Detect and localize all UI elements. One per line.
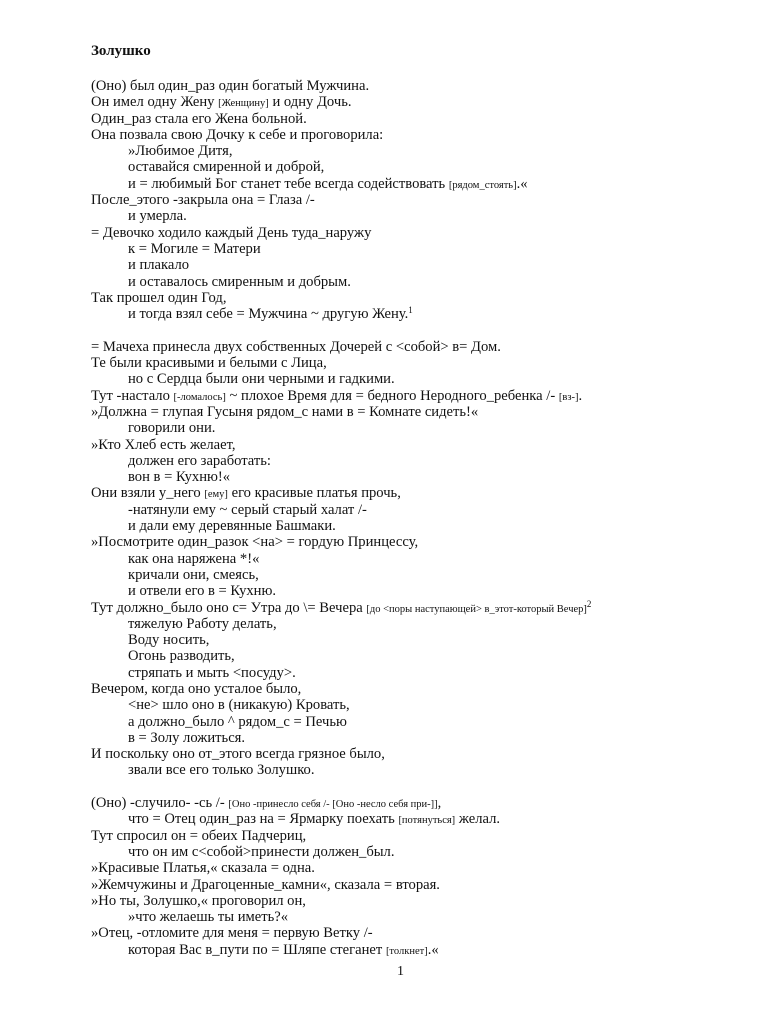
text-segment: Вечером, когда оно усталое было, bbox=[91, 680, 302, 697]
document-title: Золушко bbox=[91, 43, 151, 59]
footnote-marker: 2 bbox=[586, 598, 592, 609]
text-line bbox=[91, 567, 751, 583]
text-segment: которая Вас в_пути по = Шляпе стеганет bbox=[128, 941, 386, 958]
footnote-marker: 1 bbox=[408, 305, 413, 316]
text-line bbox=[91, 306, 751, 322]
text-segment: желал. bbox=[455, 811, 501, 828]
text-segment: а должно_было ^ рядом_с = Печью bbox=[128, 713, 347, 730]
text-segment: (Оно) был один_раз один богатый Мужчина. bbox=[91, 78, 370, 94]
text-line bbox=[91, 143, 751, 159]
text-line bbox=[91, 681, 751, 697]
text-segment: Он имел одну Жену bbox=[91, 94, 219, 111]
text-segment: к = Могиле = Матери bbox=[128, 240, 261, 257]
text-segment: что он им с<собой>принести должен_был. bbox=[128, 843, 395, 860]
text-line bbox=[91, 388, 751, 404]
text-line bbox=[91, 730, 751, 746]
text-segment: Так прошел один Год, bbox=[91, 289, 227, 306]
text-segment: и отвели его в = Кухню. bbox=[128, 583, 277, 600]
text-line bbox=[91, 534, 751, 550]
text-segment: Те были красивыми и белыми с Лица, bbox=[91, 355, 327, 372]
text-segment: вон в = Кухню!« bbox=[128, 469, 231, 486]
bracket-gloss: [вз-] bbox=[558, 391, 579, 403]
text-line bbox=[91, 909, 751, 925]
text-segment: и плакало bbox=[128, 257, 190, 274]
text-line bbox=[91, 78, 751, 94]
text-segment: и одну Дочь. bbox=[268, 94, 352, 111]
text-segment: »Но ты, Золушко,« проговорил он, bbox=[91, 892, 306, 909]
text-line bbox=[91, 697, 751, 713]
text-line bbox=[91, 192, 751, 208]
text-line bbox=[91, 159, 751, 175]
text-segment: »Красивые Платья,« сказала = одна. bbox=[91, 860, 315, 877]
bracket-gloss: [толкнет] bbox=[385, 945, 428, 957]
text-line bbox=[91, 469, 751, 485]
text-segment: Тут должно_было оно с= Утра до \= Вечера bbox=[91, 599, 367, 616]
text-segment: тяжелую Работу делать, bbox=[128, 615, 277, 632]
text-line bbox=[91, 290, 751, 306]
text-segment: »Должна = глупая Гусыня рядом_с нами в = Комнате сидеть!« bbox=[91, 403, 479, 420]
text-segment: Они взяли у_него bbox=[91, 485, 205, 502]
text-line bbox=[91, 127, 751, 143]
text-line bbox=[91, 502, 751, 518]
text-line bbox=[91, 371, 751, 387]
text-segment: Один_раз стала его Жена больной. bbox=[91, 110, 307, 127]
text-line bbox=[91, 762, 751, 778]
text-segment: что = Отец один_раз на = Ярмарку поехать bbox=[128, 811, 399, 828]
text-line bbox=[91, 844, 751, 860]
text-line bbox=[91, 355, 751, 371]
text-segment: и умерла. bbox=[128, 208, 187, 225]
page-number: 1 bbox=[397, 964, 404, 979]
text-line bbox=[91, 241, 751, 257]
text-segment: Воду носить, bbox=[128, 632, 210, 649]
text-line bbox=[91, 583, 751, 599]
document-body bbox=[91, 78, 751, 958]
bracket-gloss: [-ломалось] bbox=[173, 391, 226, 403]
text-line bbox=[91, 518, 751, 534]
text-segment: кричали они, смеясь, bbox=[128, 566, 259, 583]
text-line bbox=[91, 94, 751, 110]
text-segment: .« bbox=[427, 941, 439, 958]
text-line bbox=[91, 925, 751, 941]
text-segment: »что желаешь ты иметь?« bbox=[128, 909, 289, 926]
text-line bbox=[91, 485, 751, 501]
text-line bbox=[91, 208, 751, 224]
bracket-gloss: [ему] bbox=[204, 489, 228, 501]
text-segment: . bbox=[578, 387, 583, 404]
text-line bbox=[91, 795, 751, 811]
text-segment: говорили они. bbox=[128, 420, 216, 437]
text-segment: (Оно) -случило- -сь /- bbox=[91, 795, 229, 812]
blank-line bbox=[91, 322, 751, 338]
text-segment: -натянули ему ~ серый старый халат /- bbox=[128, 501, 367, 518]
text-line bbox=[91, 551, 751, 567]
bracket-gloss: [рядом_стоять] bbox=[448, 179, 517, 191]
text-segment: »Кто Хлеб есть желает, bbox=[91, 436, 236, 453]
text-line bbox=[91, 600, 751, 616]
text-segment: как она наряжена *!« bbox=[128, 550, 260, 567]
text-segment: »Жемчужины и Драгоценные_камни«, сказала = вторая. bbox=[91, 876, 440, 893]
text-segment: Огонь разводить, bbox=[128, 648, 235, 665]
text-segment: <не> шло оно в (никакую) Кровать, bbox=[128, 697, 350, 714]
text-line bbox=[91, 453, 751, 469]
text-line bbox=[91, 111, 751, 127]
text-line bbox=[91, 339, 751, 355]
text-segment: и тогда взял себе = Мужчина ~ другую Жену. bbox=[128, 306, 409, 323]
text-line bbox=[91, 274, 751, 290]
text-segment: »Любимое Дитя, bbox=[128, 143, 233, 160]
text-segment: »Отец, -отломите для меня = первую Ветку /- bbox=[91, 925, 373, 942]
text-segment: стряпать и мыть <посуду>. bbox=[128, 664, 296, 681]
text-line bbox=[91, 176, 751, 192]
text-line bbox=[91, 257, 751, 273]
text-segment: его красивые платья прочь, bbox=[227, 485, 401, 502]
text-segment: »Посмотрите один_разок <на> = гордую Принцессу, bbox=[91, 534, 419, 551]
text-segment: = Мачеха принесла двух собственных Дочерей с <собой> в= Дом. bbox=[91, 338, 501, 355]
text-line bbox=[91, 893, 751, 909]
text-segment: Тут спросил он = обеих Падчериц, bbox=[91, 827, 307, 844]
text-line bbox=[91, 877, 751, 893]
text-segment: .« bbox=[516, 175, 528, 192]
bracket-gloss: [потянуться] bbox=[398, 815, 456, 827]
text-segment: После_этого -закрыла она = Глаза /- bbox=[91, 192, 315, 209]
text-line bbox=[91, 648, 751, 664]
text-line bbox=[91, 665, 751, 681]
bracket-gloss: [Женщину] bbox=[218, 98, 269, 110]
text-line bbox=[91, 632, 751, 648]
bracket-gloss: [Оно -принесло себя /- [Оно -несло себя при-]] bbox=[228, 799, 438, 811]
text-line bbox=[91, 404, 751, 420]
text-segment: должен его заработать: bbox=[128, 452, 271, 469]
text-segment: Тут -настало bbox=[91, 387, 174, 404]
text-segment: ~ плохое Время для = бедного Неродного_ребенка /- bbox=[225, 387, 559, 404]
text-line bbox=[91, 225, 751, 241]
text-segment: Она позвала свою Дочку к себе и проговорила: bbox=[91, 126, 384, 143]
bracket-gloss: [до <поры наступающей> в_этот-который Вечер] bbox=[366, 603, 587, 615]
text-line bbox=[91, 811, 751, 827]
text-line bbox=[91, 828, 751, 844]
blank-line bbox=[91, 779, 751, 795]
text-segment: и = любимый Бог станет тебе всегда содействовать bbox=[128, 175, 449, 192]
text-line bbox=[91, 616, 751, 632]
text-segment: = Девочко ходило каждый День туда_наружу bbox=[91, 224, 372, 241]
text-segment: и дали ему деревянные Башмаки. bbox=[128, 518, 336, 535]
text-line bbox=[91, 746, 751, 762]
text-segment: и оставалось смиренным и добрым. bbox=[128, 273, 351, 290]
text-segment: в = Золу ложиться. bbox=[128, 729, 246, 746]
text-line bbox=[91, 860, 751, 876]
text-segment: , bbox=[437, 795, 442, 812]
text-line bbox=[91, 437, 751, 453]
text-segment: звали все его только Золушко. bbox=[128, 762, 315, 779]
text-segment: И поскольку оно от_этого всегда грязное было, bbox=[91, 746, 385, 763]
text-line bbox=[91, 942, 751, 958]
text-line bbox=[91, 420, 751, 436]
text-segment: но с Сердца были они черными и гадкими. bbox=[128, 371, 395, 388]
text-segment: оставайся смиренной и доброй, bbox=[128, 159, 325, 176]
text-line bbox=[91, 714, 751, 730]
